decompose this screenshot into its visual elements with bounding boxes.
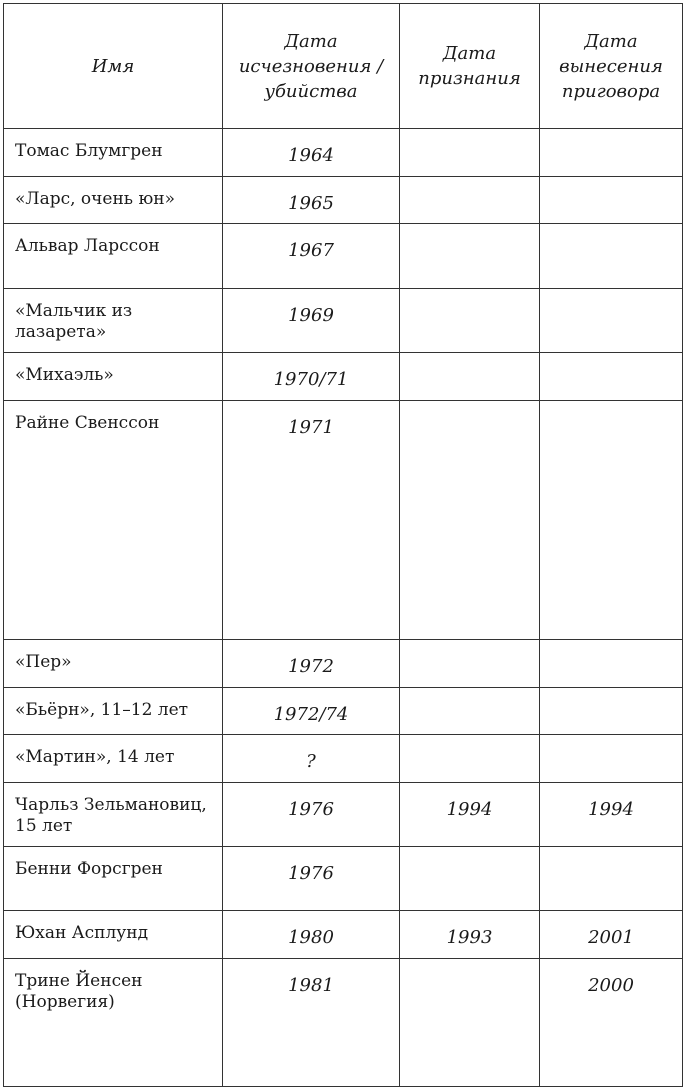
cell-sentence: 1994 <box>540 783 683 847</box>
cell-date: 1971 <box>223 401 400 640</box>
cell-date: 1976 <box>223 847 400 911</box>
cell-confession <box>400 640 540 688</box>
cell-sentence <box>540 177 683 224</box>
cell-sentence <box>540 289 683 353</box>
cell-name: «Бьёрн», 11–12 лет <box>4 688 223 735</box>
cell-name: «Мальчик из лазарета» <box>4 289 223 353</box>
cell-date: 1972/74 <box>223 688 400 735</box>
cell-confession <box>400 129 540 177</box>
cell-name: Райне Свенссон <box>4 401 223 640</box>
cell-name: Чарльз Зельмановиц, 15 лет <box>4 783 223 847</box>
cell-date: 1981 <box>223 959 400 1087</box>
cell-sentence: 2000 <box>540 959 683 1087</box>
table-row <box>4 224 683 289</box>
cell-sentence <box>540 735 683 783</box>
table-row <box>4 177 683 224</box>
cell-confession: 1994 <box>400 783 540 847</box>
cell-name: «Мартин», 14 лет <box>4 735 223 783</box>
cell-sentence: 2001 <box>540 911 683 959</box>
cell-confession <box>400 847 540 911</box>
cell-confession <box>400 289 540 353</box>
cell-confession: 1993 <box>400 911 540 959</box>
cell-date: 1964 <box>223 129 400 177</box>
cell-date: 1980 <box>223 911 400 959</box>
cell-confession <box>400 735 540 783</box>
cell-date: 1972 <box>223 640 400 688</box>
cell-name: Юхан Асплунд <box>4 911 223 959</box>
table-row <box>4 353 683 401</box>
cell-date: 1976 <box>223 783 400 847</box>
cell-name: Томас Блумгрен <box>4 129 223 177</box>
cell-sentence <box>540 129 683 177</box>
header-sentence-date: Дата вынесения приговора <box>540 4 683 129</box>
cases-table <box>3 3 683 1087</box>
cell-date: 1970/71 <box>223 353 400 401</box>
table-row <box>4 911 683 959</box>
table-row <box>4 688 683 735</box>
cell-name: «Пер» <box>4 640 223 688</box>
table-row <box>4 847 683 911</box>
cell-date: 1967 <box>223 224 400 289</box>
cell-name: Трине Йенсен (Норвегия) <box>4 959 223 1087</box>
table-row <box>4 735 683 783</box>
cell-name: «Михаэль» <box>4 353 223 401</box>
table-row <box>4 640 683 688</box>
table-row <box>4 401 683 640</box>
cell-confession <box>400 224 540 289</box>
cell-name: Альвар Ларссон <box>4 224 223 289</box>
cell-confession <box>400 353 540 401</box>
cell-date: 1969 <box>223 289 400 353</box>
cell-sentence <box>540 353 683 401</box>
table-row <box>4 783 683 847</box>
cell-sentence <box>540 224 683 289</box>
cell-name: «Ларс, очень юн» <box>4 177 223 224</box>
cell-sentence <box>540 847 683 911</box>
header-row <box>4 4 683 129</box>
cell-confession <box>400 401 540 640</box>
cell-confession <box>400 688 540 735</box>
cell-sentence <box>540 640 683 688</box>
header-name: Имя <box>4 4 223 129</box>
table-row <box>4 959 683 1087</box>
cell-date: 1965 <box>223 177 400 224</box>
header-confession-date: Дата признания <box>400 4 540 129</box>
table-row <box>4 289 683 353</box>
header-disappearance-date: Дата исчезновения / убийства <box>223 4 400 129</box>
cell-confession <box>400 959 540 1087</box>
cell-sentence <box>540 688 683 735</box>
cell-confession <box>400 177 540 224</box>
cell-date: ? <box>223 735 400 783</box>
cell-name: Бенни Форсгрен <box>4 847 223 911</box>
table-row <box>4 129 683 177</box>
cell-sentence <box>540 401 683 640</box>
